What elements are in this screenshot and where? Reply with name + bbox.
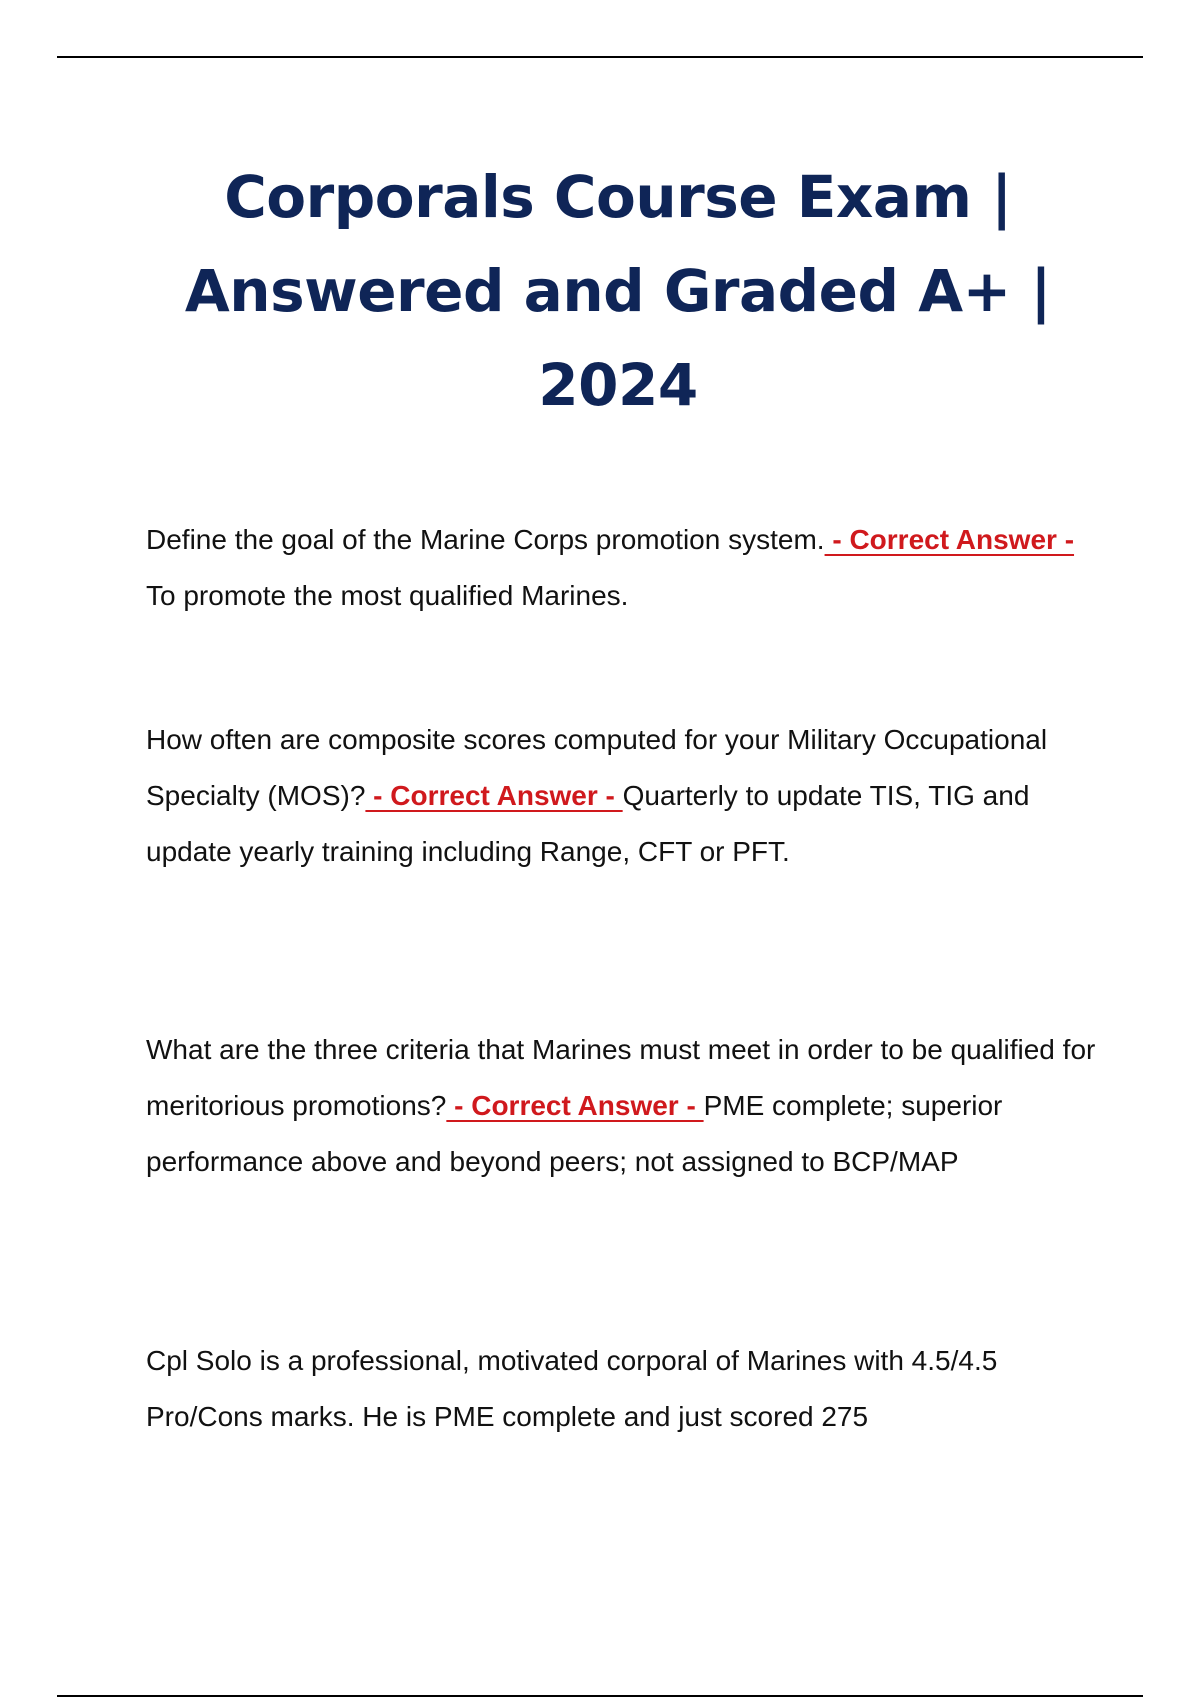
top-rule: [57, 56, 1143, 58]
document-title: Corporals Course Exam | Answered and Graded A+ | 2024: [184, 163, 1052, 419]
question-text: Cpl Solo is a professional, motivated corporal of Marines with 4.5/4.5 Pro/Cons marks. He is PME complete and just scored 275: [146, 1345, 998, 1432]
question-text: What are the three criteria that Marines must meet in order to be qualified for meritorious promotions?: [146, 1034, 1096, 1121]
question-text: How often are composite scores computed for your Military Occupational Specialty (MOS)?: [146, 724, 1048, 811]
answer-text: To promote the most qualified Marines.: [146, 580, 629, 611]
question-block: [146, 512, 1106, 624]
correct-answer-tag: - Correct Answer -: [824, 524, 1075, 555]
correct-answer-tag: - Correct Answer -: [446, 1090, 704, 1121]
answer-text: PME complete; superior performance above and beyond peers; not assigned to BCP/MAP: [146, 1090, 1003, 1177]
bottom-rule: [57, 1695, 1143, 1697]
question-text: Define the goal of the Marine Corps promotion system.: [146, 524, 825, 555]
correct-answer-tag: - Correct Answer -: [365, 780, 623, 811]
question-block: [146, 712, 1106, 880]
question-block: [146, 1022, 1106, 1190]
answer-text: Quarterly to update TIS, TIG and update yearly training including Range, CFT or PFT.: [146, 780, 1030, 867]
question-block: [146, 1333, 1106, 1445]
